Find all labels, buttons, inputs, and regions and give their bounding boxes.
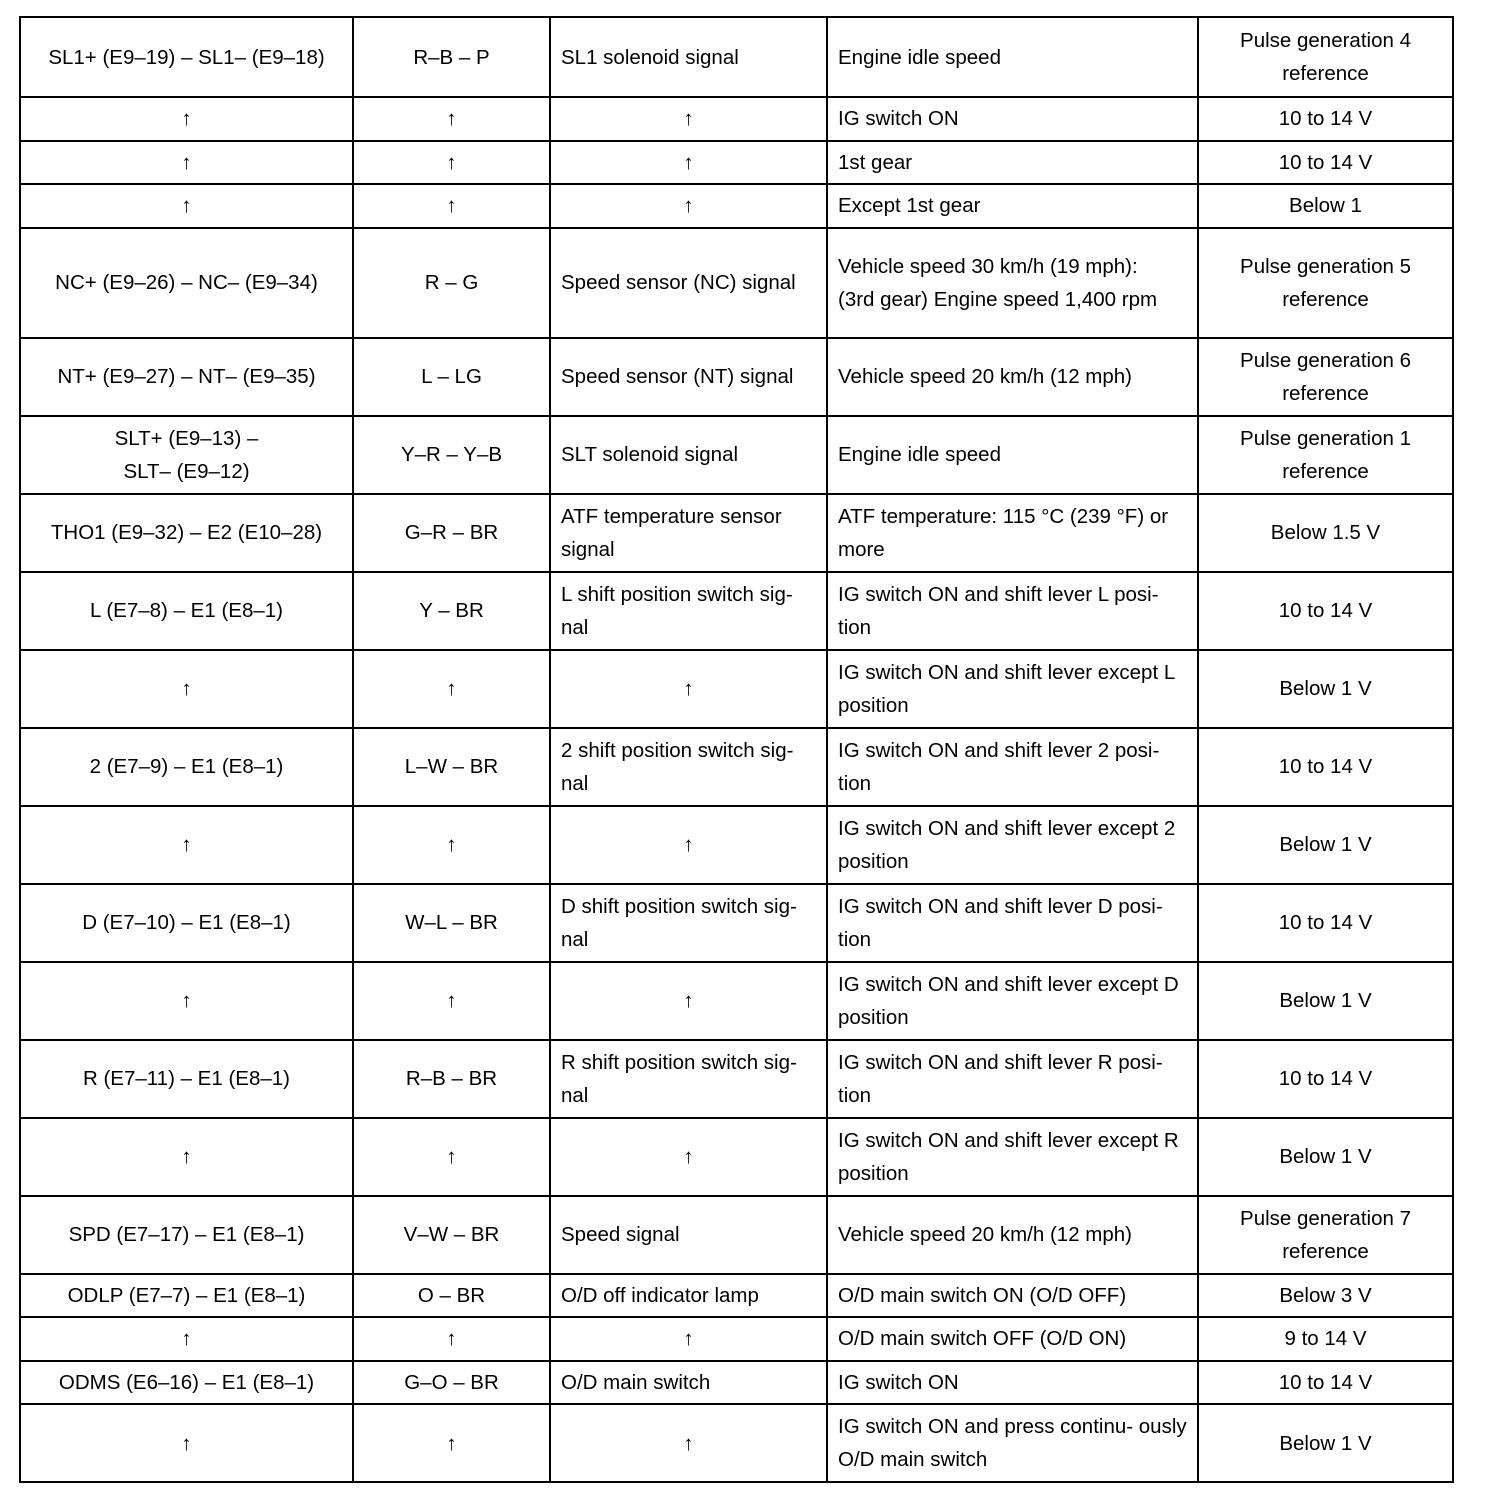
condition-cell: O/D main switch OFF (O/D ON) (827, 1317, 1198, 1361)
specified-condition-cell: 10 to 14 V (1198, 1361, 1453, 1405)
table-row (20, 1317, 1453, 1361)
specified-condition-cell: Below 1 (1198, 184, 1453, 228)
ditto-arrow-icon: ↑ (353, 1317, 550, 1361)
ditto-arrow-icon: ↑ (353, 97, 550, 141)
ditto-arrow-icon: ↑ (353, 806, 550, 884)
description-cell: SLT solenoid signal (550, 416, 827, 494)
terminal-cell: SLT+ (E9–13) – SLT– (E9–12) (20, 416, 353, 494)
specified-condition-cell: Below 1.5 V (1198, 494, 1453, 572)
specified-condition-cell: 9 to 14 V (1198, 1317, 1453, 1361)
terminal-cell: L (E7–8) – E1 (E8–1) (20, 572, 353, 650)
specified-condition-cell: Below 3 V (1198, 1274, 1453, 1318)
specified-condition-cell: 10 to 14 V (1198, 572, 1453, 650)
table-row (20, 1404, 1453, 1482)
wiring-color-cell: W–L – BR (353, 884, 550, 962)
table-row (20, 1196, 1453, 1274)
description-cell: Speed signal (550, 1196, 827, 1274)
table-row (20, 228, 1453, 338)
ditto-arrow-icon: ↑ (20, 1404, 353, 1482)
specified-condition-cell: 10 to 14 V (1198, 884, 1453, 962)
specified-condition-cell: 10 to 14 V (1198, 141, 1453, 185)
condition-cell: 1st gear (827, 141, 1198, 185)
table-row (20, 416, 1453, 494)
ditto-arrow-icon: ↑ (550, 141, 827, 185)
ditto-arrow-icon: ↑ (20, 962, 353, 1040)
table-row (20, 494, 1453, 572)
specified-condition-cell: Below 1 V (1198, 806, 1453, 884)
ditto-arrow-icon: ↑ (353, 650, 550, 728)
ditto-arrow-icon: ↑ (550, 1118, 827, 1196)
condition-cell: IG switch ON and shift lever L posi- tion (827, 572, 1198, 650)
description-cell: O/D off indicator lamp (550, 1274, 827, 1318)
wiring-color-cell: Y–R – Y–B (353, 416, 550, 494)
terminal-cell: NT+ (E9–27) – NT– (E9–35) (20, 338, 353, 416)
condition-cell: IG switch ON and shift lever except L position (827, 650, 1198, 728)
terminal-cell: 2 (E7–9) – E1 (E8–1) (20, 728, 353, 806)
condition-cell: IG switch ON (827, 97, 1198, 141)
table-row (20, 1118, 1453, 1196)
ditto-arrow-icon: ↑ (353, 1404, 550, 1482)
table-row (20, 650, 1453, 728)
table-row (20, 962, 1453, 1040)
table-row (20, 1040, 1453, 1118)
terminal-cell: SL1+ (E9–19) – SL1– (E9–18) (20, 17, 353, 97)
terminal-inspection-table (19, 16, 1454, 1483)
specified-condition-cell: Below 1 V (1198, 1404, 1453, 1482)
table-row (20, 184, 1453, 228)
condition-cell: ATF temperature: 115 °C (239 °F) or more (827, 494, 1198, 572)
terminal-cell: D (E7–10) – E1 (E8–1) (20, 884, 353, 962)
ditto-arrow-icon: ↑ (353, 962, 550, 1040)
ditto-arrow-icon: ↑ (550, 962, 827, 1040)
terminal-cell: THO1 (E9–32) – E2 (E10–28) (20, 494, 353, 572)
condition-cell: IG switch ON (827, 1361, 1198, 1405)
ditto-arrow-icon: ↑ (550, 806, 827, 884)
specified-condition-cell: Pulse generation 7 reference (1198, 1196, 1453, 1274)
table-row (20, 1361, 1453, 1405)
ditto-arrow-icon: ↑ (550, 97, 827, 141)
condition-cell: IG switch ON and shift lever R posi- tion (827, 1040, 1198, 1118)
description-cell: R shift position switch sig- nal (550, 1040, 827, 1118)
table-row (20, 141, 1453, 185)
terminal-cell: SPD (E7–17) – E1 (E8–1) (20, 1196, 353, 1274)
wiring-color-cell: Y – BR (353, 572, 550, 650)
wiring-color-cell: R–B – BR (353, 1040, 550, 1118)
wiring-color-cell: L–W – BR (353, 728, 550, 806)
condition-cell: IG switch ON and shift lever except R position (827, 1118, 1198, 1196)
table-row (20, 17, 1453, 97)
ditto-arrow-icon: ↑ (353, 141, 550, 185)
condition-cell: O/D main switch ON (O/D OFF) (827, 1274, 1198, 1318)
condition-cell: Vehicle speed 20 km/h (12 mph) (827, 338, 1198, 416)
condition-cell: IG switch ON and shift lever except D position (827, 962, 1198, 1040)
ditto-arrow-icon: ↑ (550, 1317, 827, 1361)
ditto-arrow-icon: ↑ (550, 1404, 827, 1482)
condition-cell: Engine idle speed (827, 416, 1198, 494)
condition-cell: IG switch ON and shift lever 2 posi- tion (827, 728, 1198, 806)
ditto-arrow-icon: ↑ (20, 97, 353, 141)
ditto-arrow-icon: ↑ (353, 1118, 550, 1196)
description-cell: Speed sensor (NT) signal (550, 338, 827, 416)
ditto-arrow-icon: ↑ (20, 650, 353, 728)
table-row (20, 884, 1453, 962)
ditto-arrow-icon: ↑ (20, 1317, 353, 1361)
description-cell: 2 shift position switch sig- nal (550, 728, 827, 806)
ditto-arrow-icon: ↑ (550, 650, 827, 728)
specified-condition-cell: Below 1 V (1198, 962, 1453, 1040)
condition-cell: Engine idle speed (827, 17, 1198, 97)
ditto-arrow-icon: ↑ (353, 184, 550, 228)
table-row (20, 338, 1453, 416)
ditto-arrow-icon: ↑ (550, 184, 827, 228)
table-row (20, 572, 1453, 650)
specified-condition-cell: Pulse generation 1 reference (1198, 416, 1453, 494)
ditto-arrow-icon: ↑ (20, 1118, 353, 1196)
specified-condition-cell: Pulse generation 5 reference (1198, 228, 1453, 338)
specified-condition-cell: Pulse generation 6 reference (1198, 338, 1453, 416)
wiring-color-cell: G–R – BR (353, 494, 550, 572)
condition-cell: IG switch ON and shift lever except 2 position (827, 806, 1198, 884)
condition-cell: IG switch ON and shift lever D posi- tion (827, 884, 1198, 962)
condition-cell: IG switch ON and press continu- ously O/D main switch (827, 1404, 1198, 1482)
ditto-arrow-icon: ↑ (20, 806, 353, 884)
wiring-color-cell: G–O – BR (353, 1361, 550, 1405)
table-row (20, 806, 1453, 884)
wiring-color-cell: R–B – P (353, 17, 550, 97)
terminal-cell: NC+ (E9–26) – NC– (E9–34) (20, 228, 353, 338)
wiring-color-cell: V–W – BR (353, 1196, 550, 1274)
specified-condition-cell: Below 1 V (1198, 1118, 1453, 1196)
specified-condition-cell: Below 1 V (1198, 650, 1453, 728)
specified-condition-cell: Pulse generation 4 reference (1198, 17, 1453, 97)
description-cell: Speed sensor (NC) signal (550, 228, 827, 338)
ditto-arrow-icon: ↑ (20, 184, 353, 228)
specified-condition-cell: 10 to 14 V (1198, 728, 1453, 806)
table-row (20, 1274, 1453, 1318)
wiring-color-cell: L – LG (353, 338, 550, 416)
condition-cell: Except 1st gear (827, 184, 1198, 228)
table-row (20, 728, 1453, 806)
wiring-color-cell: O – BR (353, 1274, 550, 1318)
table-row (20, 97, 1453, 141)
terminal-cell: ODMS (E6–16) – E1 (E8–1) (20, 1361, 353, 1405)
terminal-cell: R (E7–11) – E1 (E8–1) (20, 1040, 353, 1118)
terminal-cell: ODLP (E7–7) – E1 (E8–1) (20, 1274, 353, 1318)
condition-cell: Vehicle speed 20 km/h (12 mph) (827, 1196, 1198, 1274)
description-cell: ATF temperature sensor signal (550, 494, 827, 572)
description-cell: D shift position switch sig- nal (550, 884, 827, 962)
specified-condition-cell: 10 to 14 V (1198, 1040, 1453, 1118)
condition-cell: Vehicle speed 30 km/h (19 mph): (3rd gear) Engine speed 1,400 rpm (827, 228, 1198, 338)
description-cell: L shift position switch sig- nal (550, 572, 827, 650)
description-cell: SL1 solenoid signal (550, 17, 827, 97)
ditto-arrow-icon: ↑ (20, 141, 353, 185)
description-cell: O/D main switch (550, 1361, 827, 1405)
specified-condition-cell: 10 to 14 V (1198, 97, 1453, 141)
wiring-color-cell: R – G (353, 228, 550, 338)
